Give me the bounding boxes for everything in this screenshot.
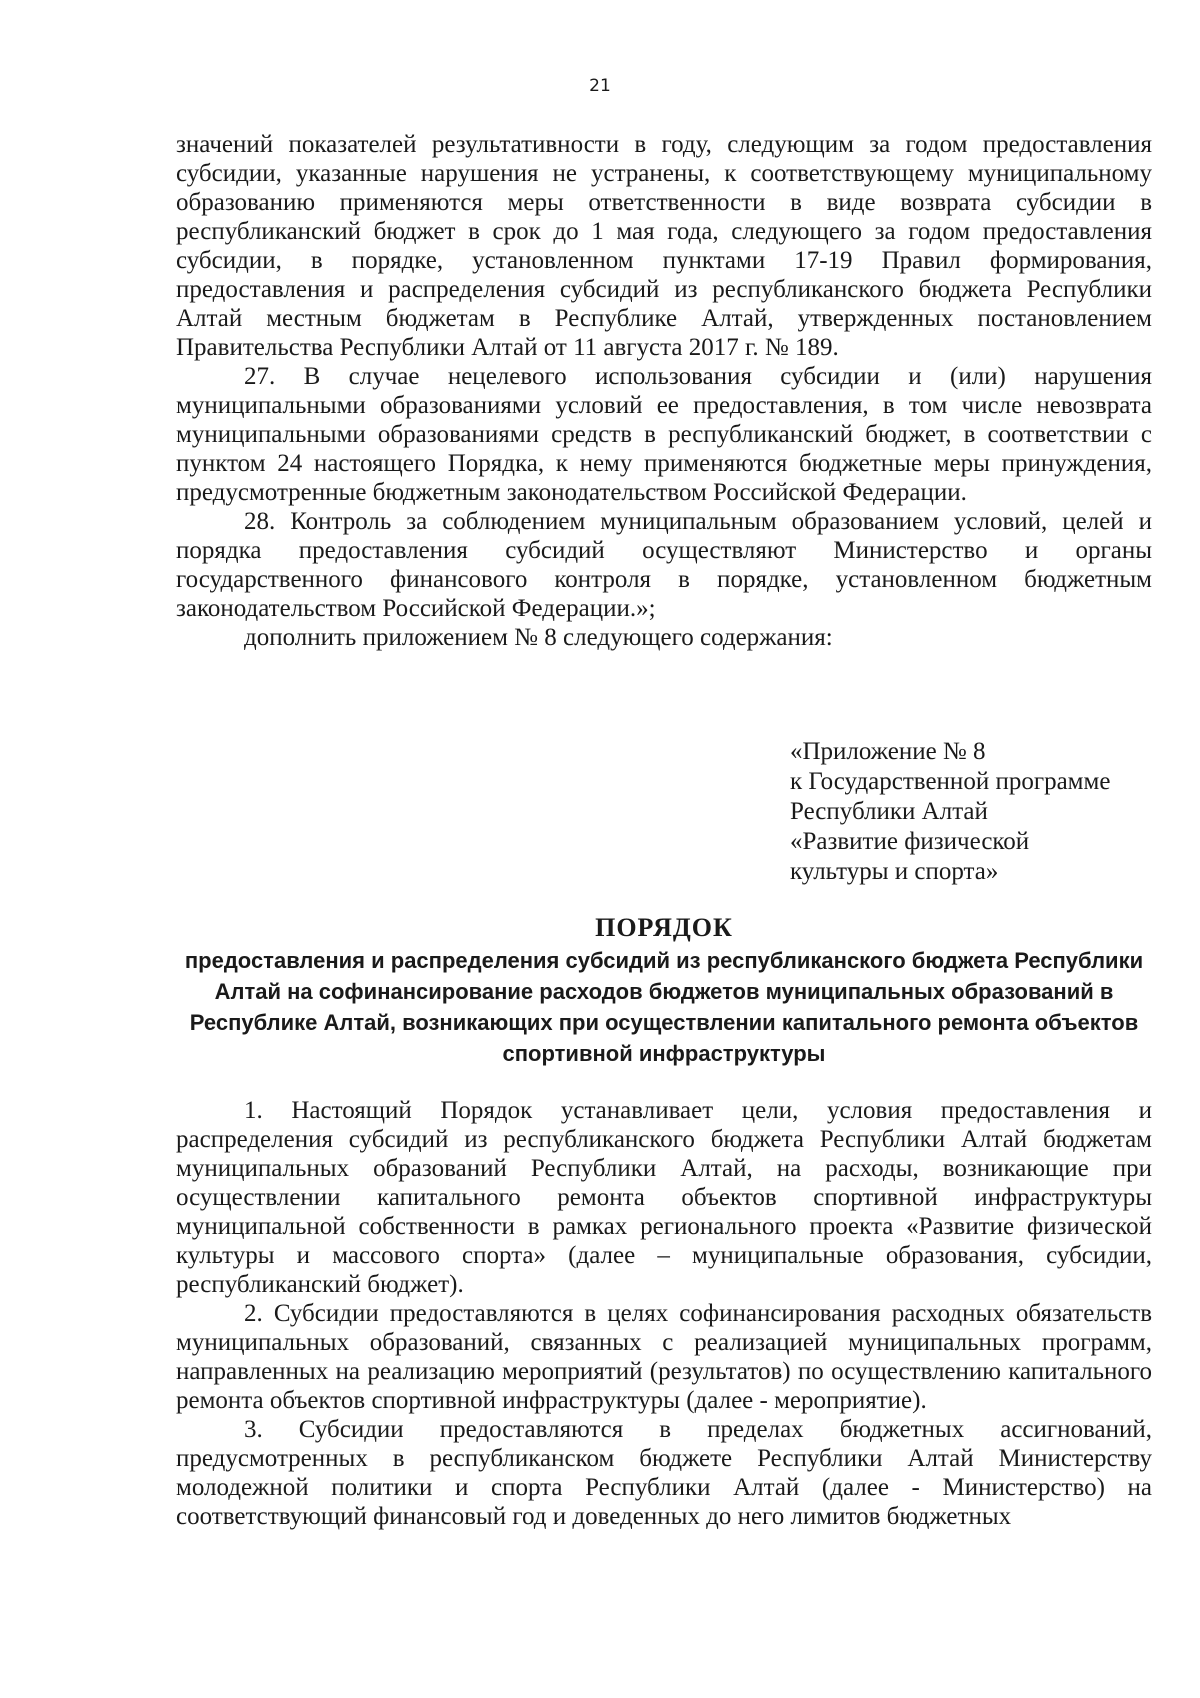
appendix-line: «Развитие физической bbox=[790, 828, 1030, 855]
appendix-line: культуры и спорта» bbox=[790, 858, 999, 885]
title-main: ПОРЯДОК bbox=[595, 913, 733, 942]
body-text-top bbox=[176, 130, 1152, 652]
paragraph-continuation: значений показателей результативности в году, следующим за годом предоставления субсидии, указанные нарушения не устранены, к соответствующему муниципальному образованию применяются меры ответственности в виде возврата субсидии в республиканский бюджет в срок до 1 мая года, следующего за годом предоставления субсидии, в порядке, установленном пунктами 17-19 Правил формирования, предоставления и распределения субсидий из республиканского бюджета Республики Алтай местным бюджетам в Республике Алтай, утвержденных постановлением Правительства Республики Алтай от 11 августа 2017 г. № 189. bbox=[176, 131, 1152, 361]
paragraph-28: 28. Контроль за соблюдением муниципальным образованием условий, целей и порядка предоставления субсидий осуществляют Министерство и органы государственного финансового контроля в порядке, установленном бюджетным законодательством Российской Федерации.»; bbox=[176, 508, 1152, 622]
appendix-line: к Государственной программе bbox=[790, 768, 1111, 795]
paragraph-3: 3. Субсидии предоставляются в пределах бюджетных ассигнований, предусмотренных в республиканском бюджете Республики Алтай Министерству молодежной политики и спорта Республики Алтай (далее - Министерство) на соответствующий финансовый год и доведенных до него лимитов бюджетных bbox=[176, 1416, 1152, 1530]
body-text-bottom bbox=[176, 1096, 1152, 1531]
paragraph-2: 2. Субсидии предоставляются в целях софинансирования расходных обязательств муниципальных образований, связанных с реализацией муниципальных программ, направленных на реализацию мероприятий (результатов) по осуществлению капитального ремонта объектов спортивной инфраструктуры (далее - мероприятие). bbox=[176, 1300, 1152, 1414]
title-subtitle: предоставления и распределения субсидий из республиканского бюджета Республики Алтай на софинансирование расходов бюджетов муниципальных образований в Республике Алтай, возникающих при осуществлении капитального ремонта объектов спортивной инфраструктуры bbox=[184, 948, 1144, 1066]
appendix-line: «Приложение № 8 bbox=[790, 738, 986, 765]
appendix-line: Республики Алтай bbox=[790, 798, 988, 825]
appendix-header bbox=[790, 737, 1170, 887]
paragraph-1: 1. Настоящий Порядок устанавливает цели, условия предоставления и распределения субсидий из республиканского бюджета Республики Алтай бюджетам муниципальных образований Республики Алтай, на расходы, возникающие при осуществлении капитального ремонта объектов спортивной инфраструктуры муниципальной собственности в рамках регионального проекта «Развитие физической культуры и массового спорта» (далее – муниципальные образования, субсидии, республиканский бюджет). bbox=[176, 1097, 1152, 1298]
page-number: 21 bbox=[589, 76, 611, 96]
paragraph-append-instruction: дополнить приложением № 8 следующего содержания: bbox=[244, 624, 833, 651]
paragraph-27: 27. В случае нецелевого использования субсидии и (или) нарушения муниципальными образованиями условий ее предоставления, в том числе невозврата муниципальными образованиями средств в республиканский бюджет, в соответствии с пунктом 24 настоящего Порядка, к нему применяются бюджетные меры принуждения, предусмотренные бюджетным законодательством Российской Федерации. bbox=[176, 363, 1152, 506]
document-title bbox=[176, 911, 1152, 1069]
